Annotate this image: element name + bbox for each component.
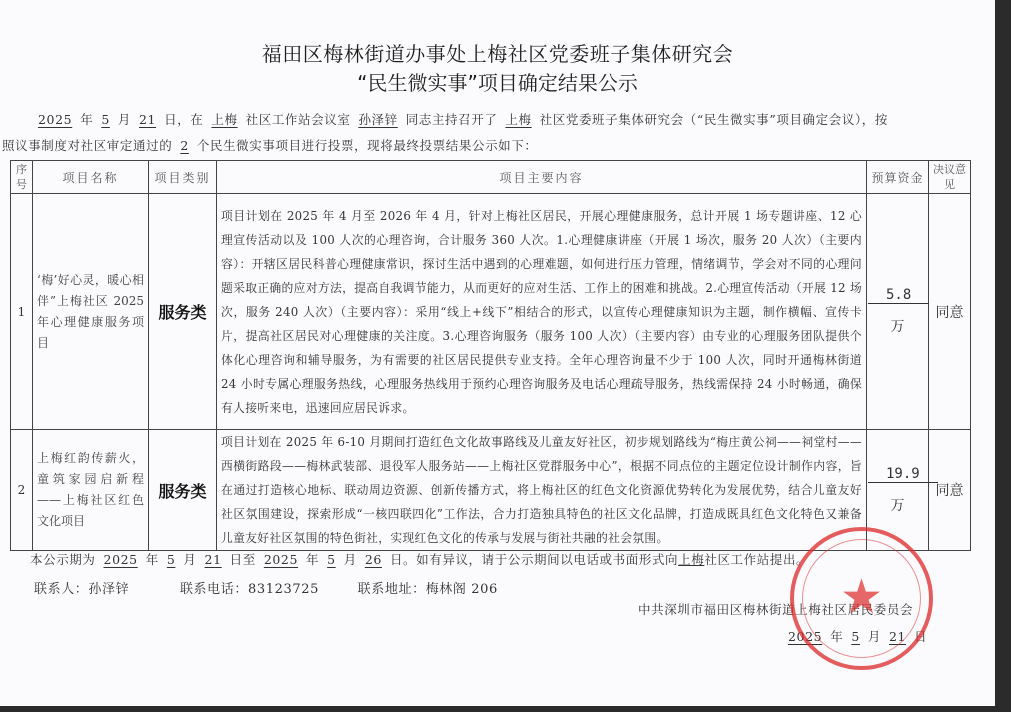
budget-value: 5.8 [868, 287, 929, 304]
intro-month: 5 [101, 112, 110, 127]
label: 月 [117, 112, 131, 127]
document-title: 福田区梅林街道办事处上梅社区党委班子集体研究会 [261, 42, 734, 66]
header-budget: 预算资金 [867, 161, 929, 194]
notice-line [30, 550, 809, 568]
label: 同志主持召开了 [405, 112, 498, 127]
label: 联系人： [34, 582, 89, 597]
table-header-row [11, 161, 971, 194]
row-budget [867, 194, 929, 430]
intro-year: 2025 [38, 112, 73, 127]
signature-org: 中共深圳市福田区梅林街道上梅社区居民委员会 [638, 602, 914, 617]
label: 联系电话： [179, 582, 248, 597]
label: 日至 [229, 552, 256, 567]
label: 月 [867, 629, 881, 644]
row-project-name: 上梅红韵传薪火，童筑家园启新程——上梅社区红色文化项目 [33, 430, 149, 551]
intro-day: 21 [139, 112, 157, 127]
signature-date [780, 627, 927, 645]
intro-line-2 [2, 136, 537, 154]
contacts-line [34, 578, 498, 597]
signature-year: 2025 [788, 629, 823, 644]
intro-community-2: 上梅 [505, 112, 532, 127]
project-count: 2 [180, 138, 189, 153]
header-name: 项目名称 [33, 161, 149, 194]
budget-unit: 万 [890, 319, 905, 335]
contact-phone: 83123725 [247, 582, 319, 597]
intro-host: 孙泽锌 [358, 112, 398, 127]
notice-start-year: 2025 [103, 552, 138, 567]
label: 月 [343, 552, 357, 567]
label: 个民生微实事项目进行投票，现将最终投票结果公示如下： [196, 138, 538, 153]
signature-day: 21 [889, 629, 907, 644]
label: 年 [145, 552, 159, 567]
budget-unit: 万 [890, 497, 905, 514]
label: 社区工作站提出。 [704, 552, 810, 567]
row-opinion: 同意 [929, 194, 971, 430]
label: 年 [306, 552, 320, 567]
row-category: 服务类 [149, 194, 217, 430]
contact-address: 梅林阁 206 [425, 582, 498, 597]
signature-month: 5 [851, 629, 860, 644]
row-category: 服务类 [149, 430, 217, 551]
label: 日 [914, 629, 928, 644]
label: 年 [830, 629, 844, 644]
table-row [11, 194, 971, 430]
document-subtitle: “民生微实事”项目确定结果公示 [357, 71, 638, 95]
table-row [11, 430, 971, 551]
header-opinion: 决议意见 [929, 161, 971, 194]
notice-community: 上梅 [678, 552, 705, 567]
row-budget [867, 430, 929, 551]
label: 社区工作站会议室 [245, 112, 351, 127]
row-seq: 1 [11, 194, 33, 430]
row-seq: 2 [11, 430, 33, 551]
row-content: 项目计划在 2025 年 4 月至 2026 年 4 月，针对上梅社区居民，开展心理健康服务，总计开展 1 场专题讲座、12 心理宣传活动以及 100 人次的心理咨询，合计服务 360 人次。1.心理健康讲座（开展 1 场次，服务 20 人次）（主要内容）：开辖区居民科普心理健康常识，探讨生活中遇到的心理难题，如何进行压力管理，情绪调节，学会对不同的心理问题采取正确的应对方法，提高自我调节能力，从而更好的应对生活、工作上的困难和挑战。2.心理宣传活动（开展 12 场次，服务 240 人次）（主要内容）：采用“线上+线下”相结合的形式，以宣传心理健康知识为主题，制作横幅、宣传卡片，提高社区居民对心理健康的关注度。3.心理咨询服务（服务 100 人次）（主要内容）由专业的心理服务团队提供个体化心理咨询和辅导服务，为有需要的社区居民提供专业支持。全年心理咨询量不少于 100 人次，同时开通梅林街道 24 小时专属心理服务热线，心理服务热线用于预约心理咨询服务及电话心理疏导服务，热线需保持 24 小时畅通，确保有人接听来电，迅速回应居民诉求。 [217, 194, 867, 430]
budget-value: 19.9 [868, 466, 938, 483]
notice-start-month: 5 [166, 552, 176, 567]
notice-end-day: 26 [364, 552, 382, 567]
header-category: 项目类别 [149, 161, 217, 194]
label: 联系地址： [357, 582, 426, 597]
notice-end-year: 2025 [263, 552, 299, 567]
header-seq: 序号 [11, 161, 33, 194]
label: 日，在 [164, 112, 204, 127]
notice-start-day: 21 [204, 552, 222, 567]
label: 月 [183, 552, 197, 567]
header-content: 项目主要内容 [217, 161, 867, 194]
notice-end-month: 5 [327, 552, 336, 567]
label: 照议事制度对社区审定通过的 [2, 138, 173, 153]
star-icon: ★ [839, 569, 884, 625]
projects-table [10, 160, 971, 551]
label: 本公示期为 [30, 552, 96, 567]
row-opinion: 同意 [929, 430, 971, 551]
row-content: 项目计划在 2025 年 6-10 月期间打造红色文化故事路线及儿童友好社区，初步规划路线为“梅庄黄公祠——祠堂村——西横街路段——梅林武装部、退役军人服务站——上梅社区党群服务中心”，根据不同点位的主题定位设计制作内容，旨在通过打造核心地标、联动周边资源、创新传播方式，将上梅社区的红色文化资源优势转化为发展优势，结合儿童友好社区氛围建设，探索形成“一核四联四化”工作法，合力打造独具特色的社区文化品牌，打造成既具红色文化特色又兼备儿童友好社区氛围的特色街社，实现红色文化的传承与发展与街社共融的社会氛围。 [217, 430, 867, 551]
label: 社区党委班子集体研究会（“民生微实事”项目确定会议），按 [539, 112, 888, 127]
label: 年 [80, 112, 94, 127]
label: 日。如有异议，请于公示期间以电话或书面形式向 [389, 552, 679, 567]
contact-person: 孙泽锌 [88, 582, 130, 597]
row-project-name: ‘梅’好心灵，暖心相伴”上梅社区 2025 年心理健康服务项目 [33, 194, 149, 430]
intro-community: 上梅 [211, 112, 238, 127]
intro-line-1 [30, 110, 888, 128]
